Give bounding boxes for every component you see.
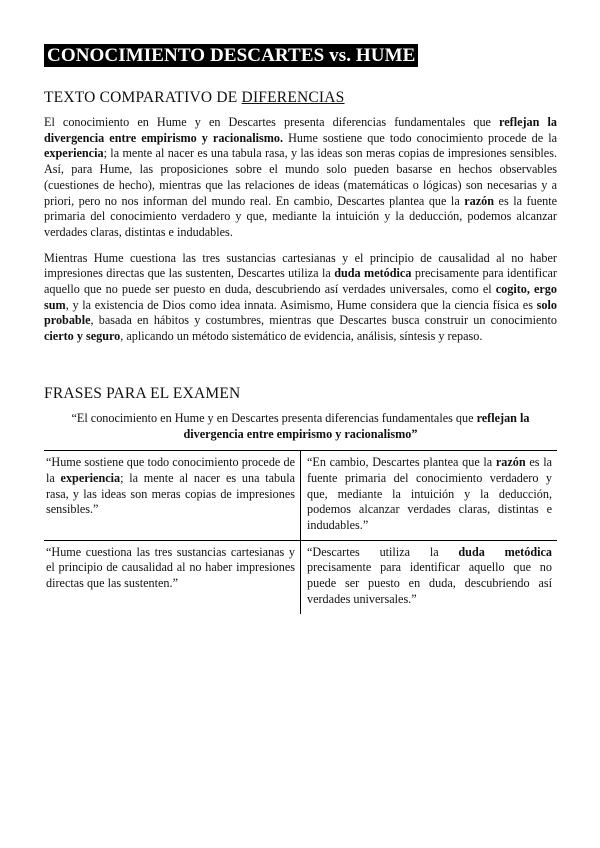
cell-text: “Hume cuestiona las tres sustancias cartesianas y el principio de causalidad al no haber impresiones directas que las sustenten.” — [46, 544, 295, 591]
p2-text-4: , basada en hábitos y costumbres, mientras que Descartes busca construir un conocimiento — [90, 313, 557, 328]
table-row — [44, 540, 557, 613]
intro-bold: reflejan la divergencia entre empirismo y racionalismo” — [183, 410, 530, 441]
p2-text-3: , y la existencia de Dios como idea innata. Asimismo, Hume considera que la ciencia física es — [65, 297, 537, 312]
cell-text: ; la mente al nacer es una tabula rasa, y las ideas son meras copias de impresiones sensibles.” — [46, 470, 295, 517]
heading-underlined-word: DIFERENCIAS — [241, 89, 345, 106]
section-heading-differences — [44, 89, 557, 107]
p1-bold-2: experiencia — [44, 146, 104, 161]
exam-phrases-table — [44, 450, 557, 613]
phrase-cell-descartes-doubt — [301, 540, 558, 613]
phrase-cell-hume-substances — [44, 540, 301, 613]
cell-text: precisamente para identificar aquello que no puede ser puesto en duda, descubriendo así verdades universales.” — [307, 560, 552, 606]
p2-bold-4: cierto y seguro — [44, 329, 121, 344]
cell-text: es la fuente primaria del conocimiento verdadero y que, mediante la intuición y la deducción, podemos alcanzar verdades claras, distintas e indudables.” — [307, 455, 552, 533]
table-row — [44, 451, 557, 541]
heading-prefix: TEXTO COMPARATIVO DE — [44, 89, 242, 106]
intro-text: “El conocimiento en Hume y en Descartes presenta diferencias fundamentales que — [71, 410, 477, 425]
phrase-cell-hume-experience — [44, 451, 301, 541]
p1-bold-3: razón — [464, 193, 495, 208]
p1-text-4: es la fuente primaria del conocimiento verdadero y que, mediante la intuición y la deducción, podemos alcanzar verdades claras, distintas e indudables. — [44, 193, 557, 239]
p2-bold-3: solo probable — [44, 297, 557, 328]
exam-intro-quote — [54, 411, 547, 442]
p2-bold-1: duda metódica — [334, 266, 412, 281]
p1-text-2: Hume sostiene que todo conocimiento procede de la — [283, 130, 557, 145]
document-title: CONOCIMIENTO DESCARTES vs. HUME — [44, 44, 418, 67]
p2-text-5: , aplicando un método sistemático de evidencia, análisis, síntesis y repaso. — [120, 329, 483, 344]
document-page — [44, 44, 557, 614]
p1-text-1: El conocimiento en Hume y en Descartes presenta diferencias fundamentales que — [44, 115, 500, 129]
p1-bold-1: reflejan la divergencia entre empirismo y racionalismo. — [44, 115, 557, 145]
cell-bold: experiencia — [60, 470, 121, 485]
cell-bold: duda metódica — [458, 544, 553, 559]
section-heading-exam-phrases: FRASES PARA EL EXAMEN — [44, 384, 241, 402]
cell-text: “Hume sostiene que todo conocimiento procede de la — [46, 455, 295, 485]
cell-text: “En cambio, Descartes plantea que la — [307, 455, 496, 470]
comparative-paragraph-2 — [44, 251, 557, 345]
cell-bold: razón — [495, 455, 526, 470]
cell-text: “Descartes utiliza la — [307, 544, 459, 559]
p2-bold-2: cogito, ergo sum — [44, 282, 557, 312]
comparative-paragraph-1 — [44, 115, 557, 241]
p2-text-2: precisamente para identificar aquello que no puede ser puesto en duda, descubriendo así verdades universales, como el — [44, 266, 557, 297]
phrase-cell-descartes-reason — [301, 451, 558, 541]
p1-text-3: ; la mente al nacer es una tabula rasa, y las ideas son meras copias de impresiones sensibles. Así, para Hume, las proposiciones sobre el mundo solo pueden basarse en hechos observables (cuestiones de hecho), mientras que las relaciones de ideas (matemáticas o lógicas) son necesarias y a priori, pero no nos informan del mundo real. En cambio, Descartes plantea que la — [44, 146, 557, 208]
p2-text-1: Mientras Hume cuestiona las tres sustancias cartesianas y el principio de causalidad al no haber impresiones directas que las sustenten, Descartes utiliza la — [44, 250, 557, 281]
